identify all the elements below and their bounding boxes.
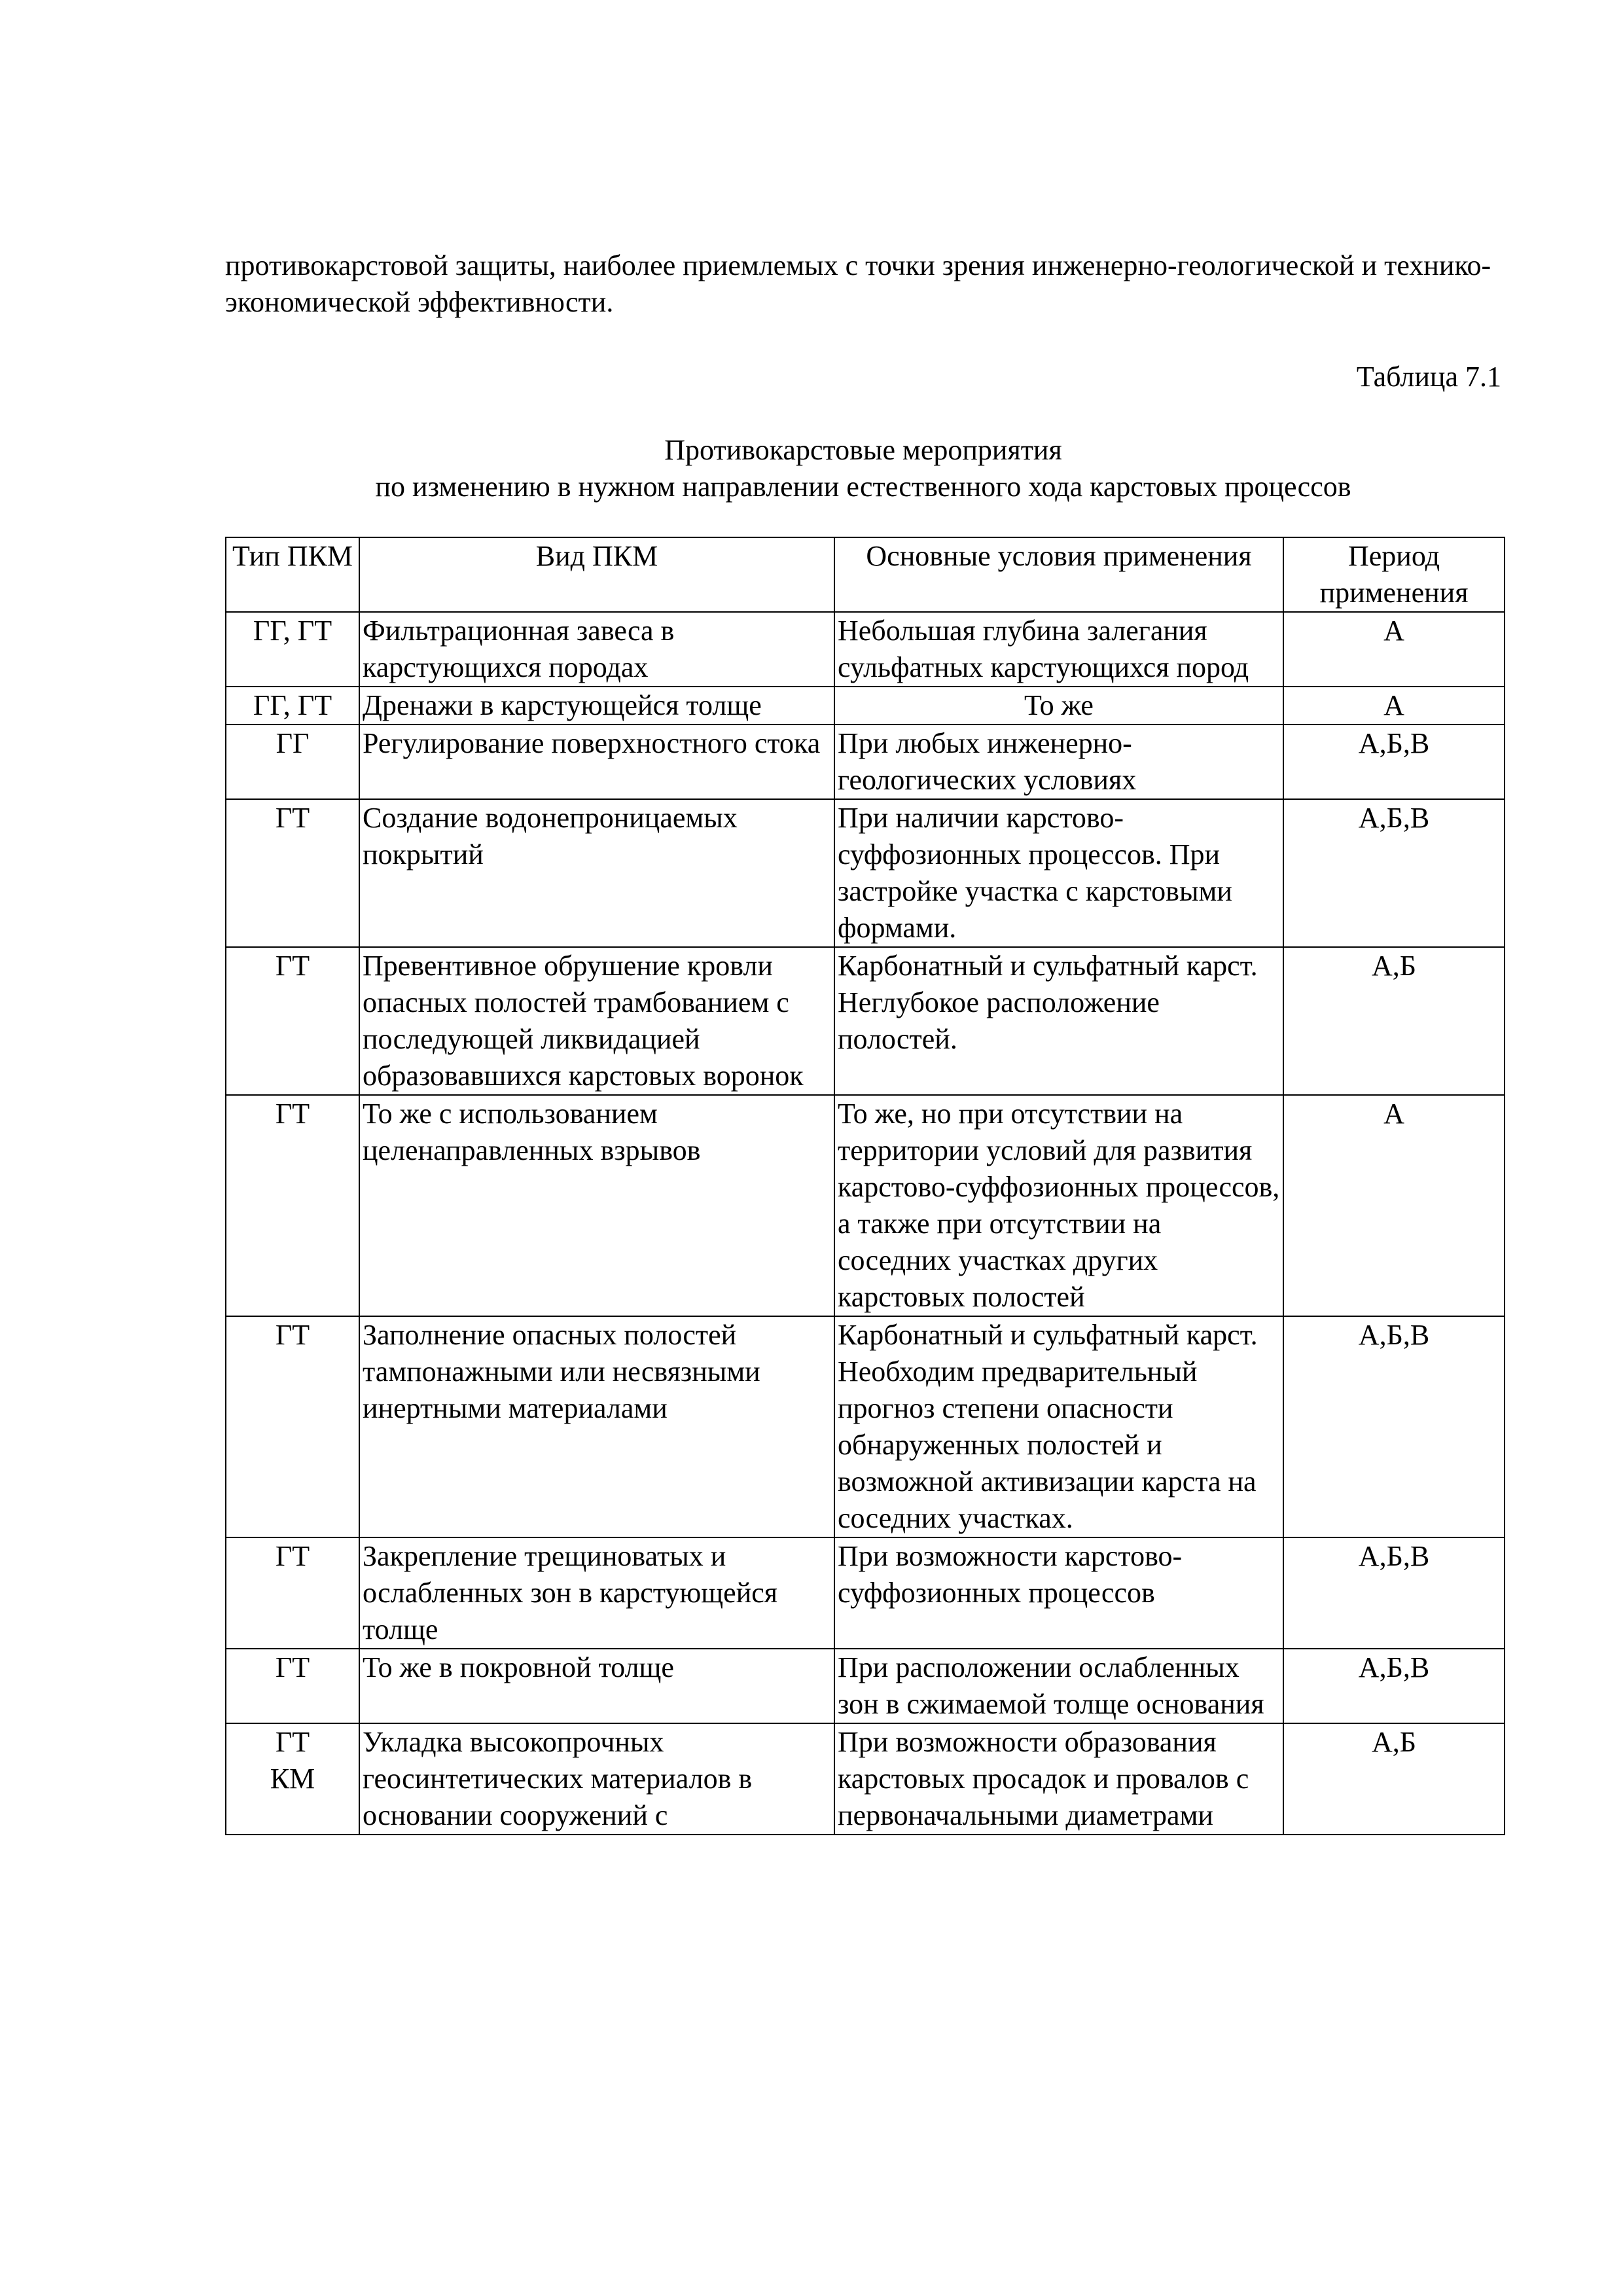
pkm-table xyxy=(225,537,1505,1835)
cell-kind: Превентивное обрушение кровли опасных полостей трамбованием с последующей ликвидацией образовавшихся карстовых воронок xyxy=(359,947,834,1095)
cell-type: ГГ xyxy=(226,725,359,799)
table-title xyxy=(225,432,1501,505)
table-row xyxy=(226,947,1505,1095)
header-type: Тип ПКМ xyxy=(226,537,359,612)
cell-conditions: При возможности образования карстовых просадок и провалов с первоначальными диаметрами xyxy=(834,1723,1283,1835)
table-title-line2: по изменению в нужном направлении естественного хода карстовых процессов xyxy=(375,471,1351,503)
header-kind: Вид ПКМ xyxy=(359,537,834,612)
intro-paragraph: противокарстовой защиты, наиболее приемлемых с точки зрения инженерно-геологической и технико-экономической эффективности. xyxy=(225,249,1491,318)
cell-period: А,Б,В xyxy=(1283,1316,1505,1537)
cell-conditions: То же xyxy=(834,687,1283,725)
cell-conditions: То же, но при отсутствии на территории условий для развития карстово-суффозионных процессов, а также при отсутствии на соседних участках других карстовых полостей xyxy=(834,1095,1283,1316)
cell-kind: Укладка высокопрочных геосинтетических материалов в основании сооружений с xyxy=(359,1723,834,1835)
cell-period: А,Б,В xyxy=(1283,725,1505,799)
cell-conditions: При любых инженерно-геологических условиях xyxy=(834,725,1283,799)
cell-type-line2: КМ xyxy=(270,1763,315,1795)
cell-period: А,Б xyxy=(1283,1723,1505,1835)
cell-period: А xyxy=(1283,687,1505,725)
cell-conditions: При расположении ослабленных зон в сжимаемой толще основания xyxy=(834,1649,1283,1723)
table-title-line1: Противокарстовые мероприятия xyxy=(664,434,1062,466)
table-row xyxy=(226,687,1505,725)
table-row xyxy=(226,1649,1505,1723)
cell-conditions: Карбонатный и сульфатный карст. Необходим предварительный прогноз степени опасности обнаруженных полостей и возможной активизации карста на соседних участках. xyxy=(834,1316,1283,1537)
table-row xyxy=(226,1537,1505,1649)
cell-type xyxy=(226,1723,359,1835)
cell-kind: Фильтрационная завеса в карстующихся породах xyxy=(359,612,834,687)
table-row xyxy=(226,612,1505,687)
cell-kind: То же в покровной толще xyxy=(359,1649,834,1723)
cell-conditions: При возможности карстово-суффозионных процессов xyxy=(834,1537,1283,1649)
cell-type: ГГ, ГТ xyxy=(226,612,359,687)
cell-type: ГТ xyxy=(226,1649,359,1723)
cell-type: ГТ xyxy=(226,1316,359,1537)
cell-period: А,Б,В xyxy=(1283,799,1505,947)
cell-period: А xyxy=(1283,612,1505,687)
cell-type-line1: ГТ xyxy=(275,1726,310,1758)
table-row xyxy=(226,725,1505,799)
cell-period: А,Б,В xyxy=(1283,1649,1505,1723)
table-row xyxy=(226,799,1505,947)
table-row xyxy=(226,1723,1505,1835)
table-number: Таблица 7.1 xyxy=(1356,361,1501,393)
cell-period: А,Б xyxy=(1283,947,1505,1095)
cell-conditions: Небольшая глубина залегания сульфатных карстующихся пород xyxy=(834,612,1283,687)
cell-type: ГТ xyxy=(226,1537,359,1649)
cell-type: ГТ xyxy=(226,947,359,1095)
cell-period: А,Б,В xyxy=(1283,1537,1505,1649)
header-conditions: Основные условия применения xyxy=(834,537,1283,612)
table-row xyxy=(226,1316,1505,1537)
cell-conditions: Карбонатный и сульфатный карст. Неглубокое расположение полостей. xyxy=(834,947,1283,1095)
cell-type: ГТ xyxy=(226,1095,359,1316)
table-row xyxy=(226,1095,1505,1316)
cell-kind: Закрепление трещиноватых и ослабленных зон в карстующейся толще xyxy=(359,1537,834,1649)
cell-conditions: При наличии карстово-суффозионных процессов. При застройке участка с карстовыми формами. xyxy=(834,799,1283,947)
cell-type: ГГ, ГТ xyxy=(226,687,359,725)
table-header-row xyxy=(226,537,1505,612)
cell-kind: То же с использованием целенаправленных взрывов xyxy=(359,1095,834,1316)
cell-period: А xyxy=(1283,1095,1505,1316)
cell-kind: Создание водонепроницаемых покрытий xyxy=(359,799,834,947)
cell-kind: Дренажи в карстующейся толще xyxy=(359,687,834,725)
header-period: Период применения xyxy=(1283,537,1505,612)
cell-kind: Заполнение опасных полостей тампонажными или несвязными инертными материалами xyxy=(359,1316,834,1537)
cell-type: ГТ xyxy=(226,799,359,947)
cell-kind: Регулирование поверхностного стока xyxy=(359,725,834,799)
